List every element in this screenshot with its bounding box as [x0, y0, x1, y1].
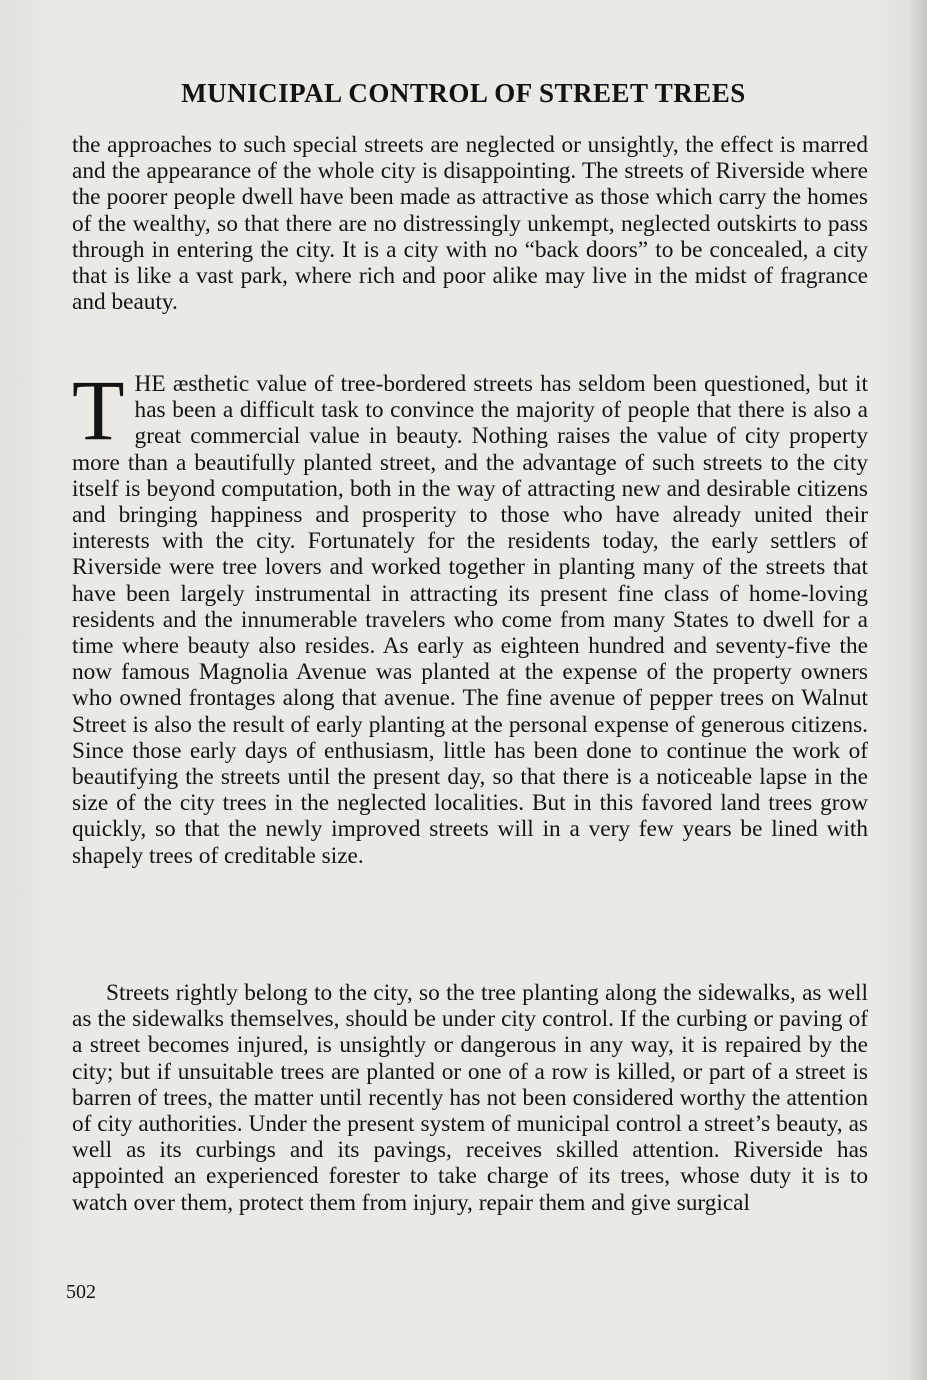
paragraph-aesthetic-value-text: HE æsthetic value of tree-bordered streets has seldom been questioned, but it has been a difficult task to convince the majority of people that there is also a great commercial value in beauty. Nothing raises the value of city property more than a beautifully planted street, and the advantage of such streets to the city itself is beyond computation, both in the way of attracting new and desirable citizens and bringing happiness and prosperity to those who have already united their interests with the city. Fortunately for the residents today, the early settlers of Riverside were tree lovers and worked together in planting many of the streets that have been largely instrumental in attracting its present fine class of home-loving residents and the innumerable travelers who come from many States to dwell for a time where beauty also resides. As early as eighteen hundred and seventy-five the now famous Magnolia Avenue was planted at the expense of the property owners who owned frontages along that avenue. The fine avenue of pepper trees on Walnut Street is also the result of early planting at the personal expense of generous citizens. Since those early days of enthusiasm, little has been done to continue the work of beautifying the streets until the present day, so that there is a noticeable lapse in the size of the city trees in the neglected localities. But in this favored land trees grow quickly, so that the newly improved streets will in a very few years be lined with shapely trees of creditable size. [72, 371, 868, 869]
paragraph-aesthetic-value [72, 362, 868, 869]
paragraph-city-control: Streets rightly belong to the city, so the tree planting along the sidewalks, as well as the sidewalks themselves, should be under city control. If the curbing or paving of a street becomes injured, is unsightly or dangerous in any way, it is repaired by the city; but if unsuitable trees are planted or one of a row is killed, or part of a street is barren of trees, the matter until recently has not been considered worthy the attention of city authorities. Under the present system of municipal control a street’s beauty, as well as its curbings and its pavings, receives skilled attention. Riverside has appointed an experienced forester to take charge of its trees, whose duty it is to watch over them, protect them from injury, repair them and give surgical [72, 980, 868, 1216]
drop-cap-letter: T [72, 362, 125, 458]
page-number: 502 [66, 1281, 96, 1303]
paragraph-continuation: the approaches to such special streets are neglected or unsightly, the effect is marred and the appearance of the whole city is disappointing. The streets of Riverside where the poorer people dwell have been made as attractive as those which carry the homes of the wealthy, so that there are no distressingly unkempt, neglected outskirts to pass through in entering the city. It is a city with no “back doors” to be concealed, a city that is like a vast park, where rich and poor alike may live in the midst of fragrance and beauty. [72, 132, 868, 316]
page-edge-shadow [909, 0, 927, 1380]
running-head-title: MUNICIPAL CONTROL OF STREET TREES [181, 78, 746, 108]
